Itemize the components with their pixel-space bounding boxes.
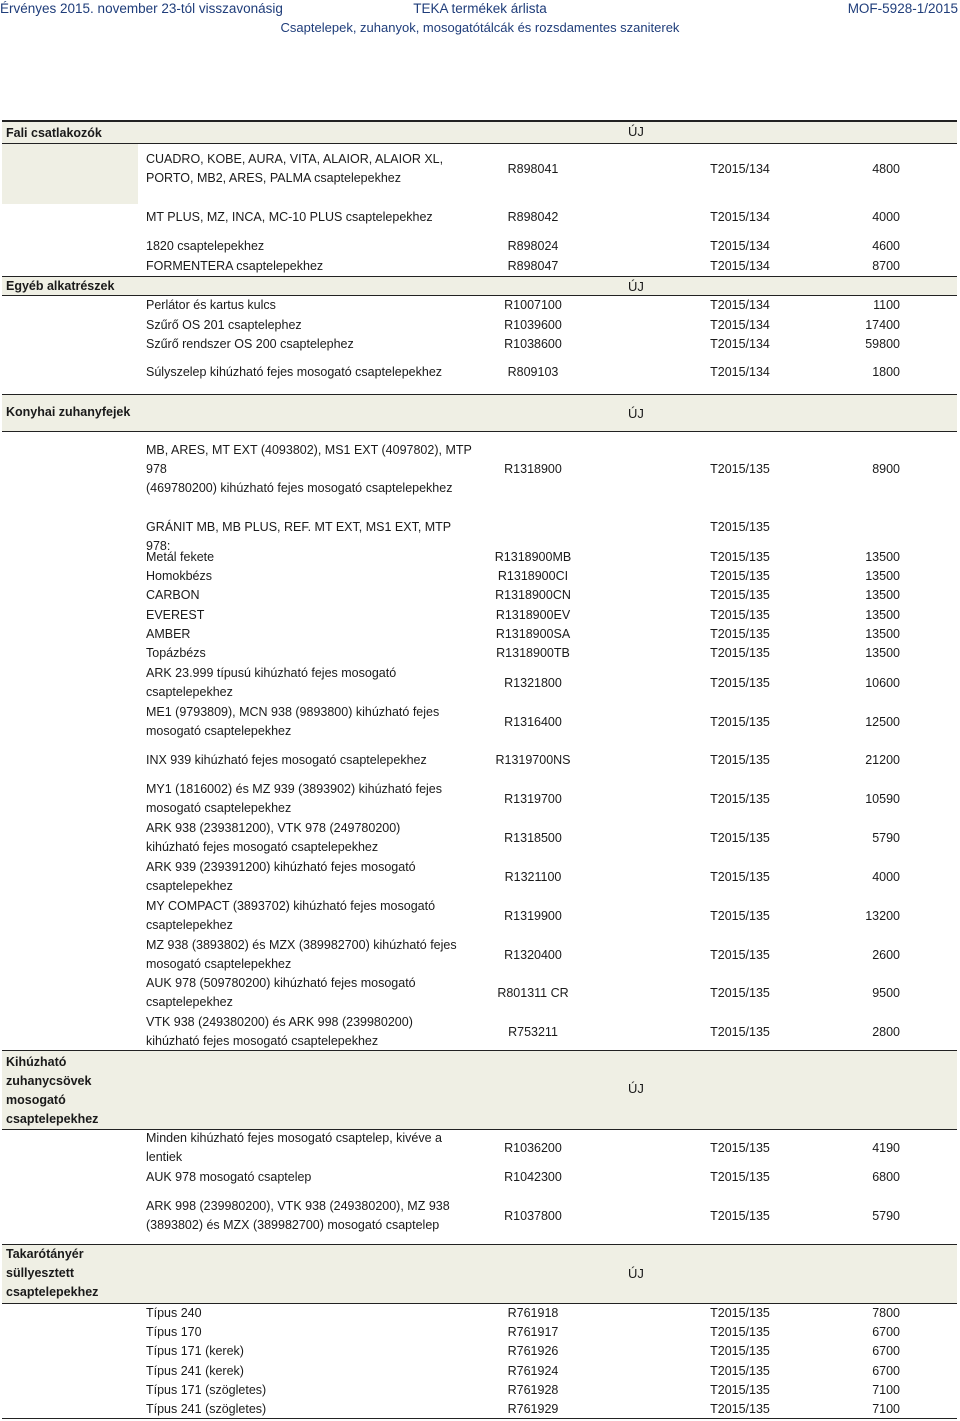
item-price: 7100 (872, 1402, 900, 1416)
item-price: 6700 (872, 1344, 900, 1358)
price-ref: T2015/135 (710, 1325, 770, 1339)
item-code: R761917 (507, 1325, 559, 1339)
item-price: 9500 (872, 985, 900, 1000)
description-line: 978 (146, 462, 167, 476)
page-header (0, 0, 960, 40)
item-description (146, 586, 476, 605)
description-line: mosogató csaptelepekhez (146, 957, 292, 971)
price-ref: T2015/135 (710, 830, 770, 845)
price-ref: T2015/135 (710, 550, 770, 564)
table-row (0, 1400, 960, 1419)
item-price: 13500 (865, 569, 900, 583)
description-line: (3893802) és MZX (389982700) mosogató csaptelep (146, 1218, 440, 1232)
table-row (0, 780, 960, 818)
item-price: 4190 (872, 1140, 900, 1155)
item-description (146, 1381, 476, 1400)
item-price: 1100 (873, 298, 900, 312)
item-description (146, 257, 476, 276)
item-code: R1318900MB (494, 550, 572, 564)
item-price: 21200 (865, 753, 900, 767)
description-line: Metál fekete (146, 550, 215, 564)
item-price: 7100 (872, 1383, 900, 1397)
new-label: ÚJ (628, 1266, 644, 1281)
item-price: 8700 (872, 259, 900, 273)
price-ref: T2015/135 (710, 908, 770, 923)
description-line: Típus 241 (kerek) (146, 1364, 244, 1378)
item-code: R1318900SA (495, 627, 571, 641)
description-line: Szűrő OS 201 csaptelephez (146, 318, 302, 332)
table-row (0, 150, 960, 188)
item-price: 2800 (872, 1024, 900, 1039)
item-code: R1318900 (504, 462, 562, 476)
description-line: CUADRO, KOBE, AURA, VITA, ALAIOR, ALAIOR XL, (146, 152, 444, 166)
description-line: ARK 938 (239381200), VTK 978 (249780200) (146, 821, 401, 835)
table-row (0, 819, 960, 857)
table-row (0, 1129, 960, 1167)
item-description (146, 897, 476, 935)
item-description (146, 150, 476, 188)
item-code: R761929 (507, 1402, 559, 1416)
price-ref: T2015/134 (710, 318, 770, 332)
table-row (0, 1342, 960, 1361)
price-ref: T2015/135 (710, 1383, 770, 1397)
item-price: 13500 (865, 627, 900, 641)
table-row (0, 751, 960, 770)
item-code: R1318900CI (497, 569, 569, 583)
item-description (146, 819, 476, 857)
price-ref: T2015/134 (710, 337, 770, 351)
description-line: lentiek (146, 1150, 183, 1164)
description-line: ARK 939 (239391200) kihúzható fejes mosogató (146, 860, 416, 874)
price-ref: T2015/135 (710, 1402, 770, 1416)
description-line: Típus 241 (szögletes) (146, 1402, 267, 1416)
description-line: PORTO, MB2, ARES, PALMA csaptelepekhez (146, 171, 401, 185)
table-row (0, 936, 960, 974)
section-title-line: zuhanycsövek (6, 1074, 92, 1088)
item-code: R898047 (507, 259, 559, 273)
description-line: Minden kihúzható fejes mosogató csaptelep, kivéve a (146, 1131, 443, 1145)
section-konyhai (2, 394, 957, 432)
description-line: Topázbézs (146, 646, 206, 660)
item-price: 1800 (872, 365, 900, 379)
item-price: 5790 (872, 1208, 900, 1223)
price-ref: T2015/135 (710, 627, 770, 641)
table-row (0, 257, 960, 276)
price-ref: T2015/135 (710, 714, 770, 729)
description-line: Szűrő rendszer OS 200 csaptelephez (146, 337, 354, 351)
item-price: 13200 (865, 908, 900, 923)
description-line: CARBON (146, 588, 200, 602)
item-description (146, 1342, 476, 1361)
item-description (146, 1362, 476, 1381)
description-line: Típus 240 (146, 1306, 202, 1320)
item-price: 4000 (872, 869, 900, 884)
table-row (0, 363, 960, 382)
table-row (0, 1013, 960, 1051)
item-code: R761924 (507, 1364, 559, 1378)
item-price: 6800 (872, 1170, 900, 1184)
item-description (146, 335, 476, 354)
price-ref: T2015/135 (710, 1024, 770, 1039)
item-price: 4800 (872, 161, 900, 176)
price-ref: T2015/135 (710, 869, 770, 884)
item-code: R1318900CN (495, 588, 571, 602)
table-row (0, 1168, 960, 1187)
description-line: kihúzható fejes mosogató csaptelepekhez (146, 840, 379, 854)
item-description (146, 606, 476, 625)
price-ref: T2015/135 (710, 1208, 770, 1223)
item-code: R898042 (507, 210, 559, 224)
item-description (146, 625, 476, 644)
item-code: R1320400 (504, 947, 562, 962)
new-label: ÚJ (628, 279, 644, 294)
description-line: Típus 171 (szögletes) (146, 1383, 267, 1397)
item-description (146, 296, 476, 315)
section-egyeb (2, 276, 957, 296)
item-description (146, 316, 476, 335)
description-line: MB, ARES, MT EXT (4093802), MS1 EXT (4097802), MTP (146, 443, 472, 457)
item-price: 4600 (872, 239, 900, 253)
item-price: 10590 (865, 791, 900, 806)
item-description (146, 644, 476, 663)
item-code: R1318500 (504, 830, 562, 845)
price-ref: T2015/134 (710, 161, 770, 176)
item-code: R1319900 (504, 908, 562, 923)
item-code: R753211 (508, 1024, 558, 1039)
table-row (0, 237, 960, 256)
description-line: csaptelepekhez (146, 879, 233, 893)
item-description (146, 751, 476, 770)
table-row (0, 606, 960, 625)
table-row (0, 897, 960, 935)
price-ref: T2015/134 (710, 365, 770, 379)
description-line: mosogató csaptelepekhez (146, 801, 292, 815)
description-line: csaptelepekhez (146, 685, 233, 699)
item-description (146, 208, 476, 227)
section-fali (2, 120, 957, 144)
table-row (0, 1362, 960, 1381)
price-ref: T2015/135 (710, 588, 770, 602)
price-ref: T2015/135 (710, 569, 770, 583)
section-title-line: csaptelepekhez (6, 1285, 99, 1299)
price-ref: T2015/135 (710, 1140, 770, 1155)
description-line: mosogató csaptelepekhez (146, 724, 292, 738)
item-price: 5790 (872, 830, 900, 845)
item-code: R761928 (507, 1383, 559, 1397)
section-title-line: Takarótányér (6, 1247, 84, 1261)
description-line: csaptelepekhez (146, 918, 233, 932)
description-line: MY1 (1816002) és MZ 939 (3893902) kihúzható fejes (146, 782, 443, 796)
table-row (0, 567, 960, 586)
item-code: R898024 (507, 239, 559, 253)
section-title: Egyéb alkatrészek (6, 279, 115, 293)
new-label: ÚJ (628, 1081, 644, 1096)
description-line: AUK 978 mosogató csaptelep (146, 1170, 312, 1184)
item-price: 12500 (865, 714, 900, 729)
item-code: R801311 CR (497, 985, 569, 1000)
description-line: FORMENTERA csaptelepekhez (146, 259, 324, 273)
description-line: kihúzható fejes mosogató csaptelepekhez (146, 1034, 379, 1048)
table-row (0, 1197, 960, 1235)
item-description (146, 974, 476, 1012)
description-line: ARK 23.999 típusú kihúzható fejes mosogató (146, 666, 397, 680)
description-line: csaptelepekhez (146, 995, 233, 1009)
price-ref: T2015/135 (710, 1364, 770, 1378)
item-price: 13500 (865, 646, 900, 660)
section-takaro (2, 1244, 957, 1304)
item-price: 17400 (865, 318, 900, 332)
price-ref: T2015/134 (710, 239, 770, 253)
description-line: MT PLUS, MZ, INCA, MC-10 PLUS csaptelepekhez (146, 210, 433, 224)
item-code: R1318900TB (496, 646, 570, 660)
price-ref: T2015/135 (710, 520, 770, 534)
section-title-line: mosogató (6, 1093, 66, 1107)
description-line: Súlyszelep kihúzható fejes mosogató csaptelepekhez (146, 365, 443, 379)
price-ref: T2015/134 (710, 210, 770, 224)
description-line: ARK 998 (239980200), VTK 938 (249380200), MZ 938 (146, 1199, 450, 1213)
table-row (0, 518, 960, 553)
item-description (146, 1304, 476, 1323)
item-description (146, 858, 476, 896)
price-ref: T2015/135 (710, 462, 770, 476)
item-description (146, 1168, 476, 1187)
price-ref: T2015/135 (710, 791, 770, 806)
item-price: 4000 (872, 210, 900, 224)
price-ref: T2015/135 (710, 753, 770, 767)
description-line: Perlátor és kartus kulcs (146, 298, 276, 312)
table-row (0, 1304, 960, 1323)
section-title: Fali csatlakozók (6, 126, 102, 140)
item-code: R761918 (507, 1306, 559, 1320)
item-code: R1042300 (504, 1170, 562, 1184)
document-title: TEKA termékek árlista (413, 1, 547, 16)
price-ref: T2015/135 (710, 1170, 770, 1184)
item-code: R1039600 (504, 318, 562, 332)
description-line: GRÁNIT MB, MB PLUS, REF. MT EXT, MS1 EXT, MTP 978: (146, 520, 451, 553)
price-ref: T2015/134 (710, 259, 770, 273)
section-title: Konyhai zuhanyfejek (6, 405, 131, 419)
item-description (146, 1323, 476, 1342)
table-row (0, 625, 960, 644)
item-price: 13500 (865, 588, 900, 602)
table-row (0, 335, 960, 354)
document-id: MOF-5928-1/2015 (847, 1, 958, 16)
section-title-line: Kihúzható (6, 1055, 67, 1069)
item-price: 8900 (872, 462, 900, 476)
item-description (146, 664, 476, 702)
table-row (0, 974, 960, 1012)
description-line: MZ 938 (3893802) és MZX (389982700) kihúzható fejes (146, 938, 457, 952)
item-price: 6700 (872, 1364, 900, 1378)
description-line: ME1 (9793809), MCN 938 (9893800) kihúzható fejes (146, 705, 440, 719)
table-row (0, 664, 960, 702)
item-code: R1318900EV (495, 608, 571, 622)
price-ref: T2015/135 (710, 1344, 770, 1358)
item-code: R898041 (507, 161, 559, 176)
table-row (0, 208, 960, 227)
section-title-line: süllyesztett (6, 1266, 75, 1280)
description-line: (469780200) kihúzható fejes mosogató csaptelepekhez (146, 481, 453, 495)
table-row (0, 858, 960, 896)
item-description (146, 936, 476, 974)
item-code: R1038600 (504, 337, 562, 351)
validity-text: Érvényes 2015. november 23-tól visszavonásig (0, 1, 283, 16)
description-line: AUK 978 (509780200) kihúzható fejes mosogató (146, 976, 416, 990)
item-code: R1316400 (504, 714, 562, 729)
item-code: R1319700 (504, 791, 562, 806)
item-price: 13500 (865, 550, 900, 564)
item-description (146, 567, 476, 586)
item-code: R1321100 (504, 869, 562, 884)
table-row (0, 548, 960, 567)
item-code: R1319700NS (495, 753, 571, 767)
description-line: 1820 csaptelepekhez (146, 239, 265, 253)
price-ref: T2015/135 (710, 947, 770, 962)
item-code: R1007100 (504, 298, 562, 312)
table-row (0, 441, 960, 498)
item-price: 10600 (865, 675, 900, 690)
item-code: R761926 (507, 1344, 559, 1358)
description-line: AMBER (146, 627, 191, 641)
item-description (146, 1197, 476, 1235)
item-code: R1036200 (504, 1140, 562, 1155)
description-line: VTK 938 (249380200) és ARK 998 (239980200) (146, 1015, 413, 1029)
item-price: 59800 (865, 337, 900, 351)
table-row (0, 316, 960, 335)
description-line: EVEREST (146, 608, 205, 622)
item-description (146, 1013, 476, 1051)
item-price: 6700 (872, 1325, 900, 1339)
item-description (146, 441, 476, 498)
price-ref: T2015/135 (710, 608, 770, 622)
item-code: R809103 (507, 365, 559, 379)
item-description (146, 1400, 476, 1419)
item-description (146, 703, 476, 741)
item-description (146, 1129, 476, 1167)
price-ref: T2015/135 (710, 985, 770, 1000)
price-ref: T2015/134 (710, 298, 770, 312)
table-row (0, 703, 960, 741)
item-price: 13500 (865, 608, 900, 622)
item-price: 7800 (872, 1306, 900, 1320)
description-line: Típus 170 (146, 1325, 202, 1339)
table-row (0, 1323, 960, 1342)
section-title-line: csaptelepekhez (6, 1112, 99, 1126)
description-line: INX 939 kihúzható fejes mosogató csaptelepekhez (146, 753, 427, 767)
item-description (146, 363, 476, 382)
item-description (146, 237, 476, 256)
section-kihuzhato (2, 1050, 957, 1130)
table-row (0, 644, 960, 663)
new-label: ÚJ (628, 406, 644, 421)
description-line: Homokbézs (146, 569, 212, 583)
item-description (146, 780, 476, 818)
item-price: 2600 (872, 947, 900, 962)
item-description (146, 548, 476, 567)
price-ref: T2015/135 (710, 675, 770, 690)
table-row (0, 1381, 960, 1400)
table-row (0, 296, 960, 315)
document-subtitle: Csaptelepek, zuhanyok, mosogatótálcák és rozsdamentes szaniterek (280, 20, 680, 35)
description-line: Típus 171 (kerek) (146, 1344, 244, 1358)
price-ref: T2015/135 (710, 646, 770, 660)
description-line: MY COMPACT (3893702) kihúzható fejes mosogató (146, 899, 436, 913)
item-code: R1321800 (504, 675, 562, 690)
price-ref: T2015/135 (710, 1306, 770, 1320)
table-row (0, 586, 960, 605)
item-code: R1037800 (504, 1208, 562, 1223)
new-label: ÚJ (628, 124, 644, 139)
